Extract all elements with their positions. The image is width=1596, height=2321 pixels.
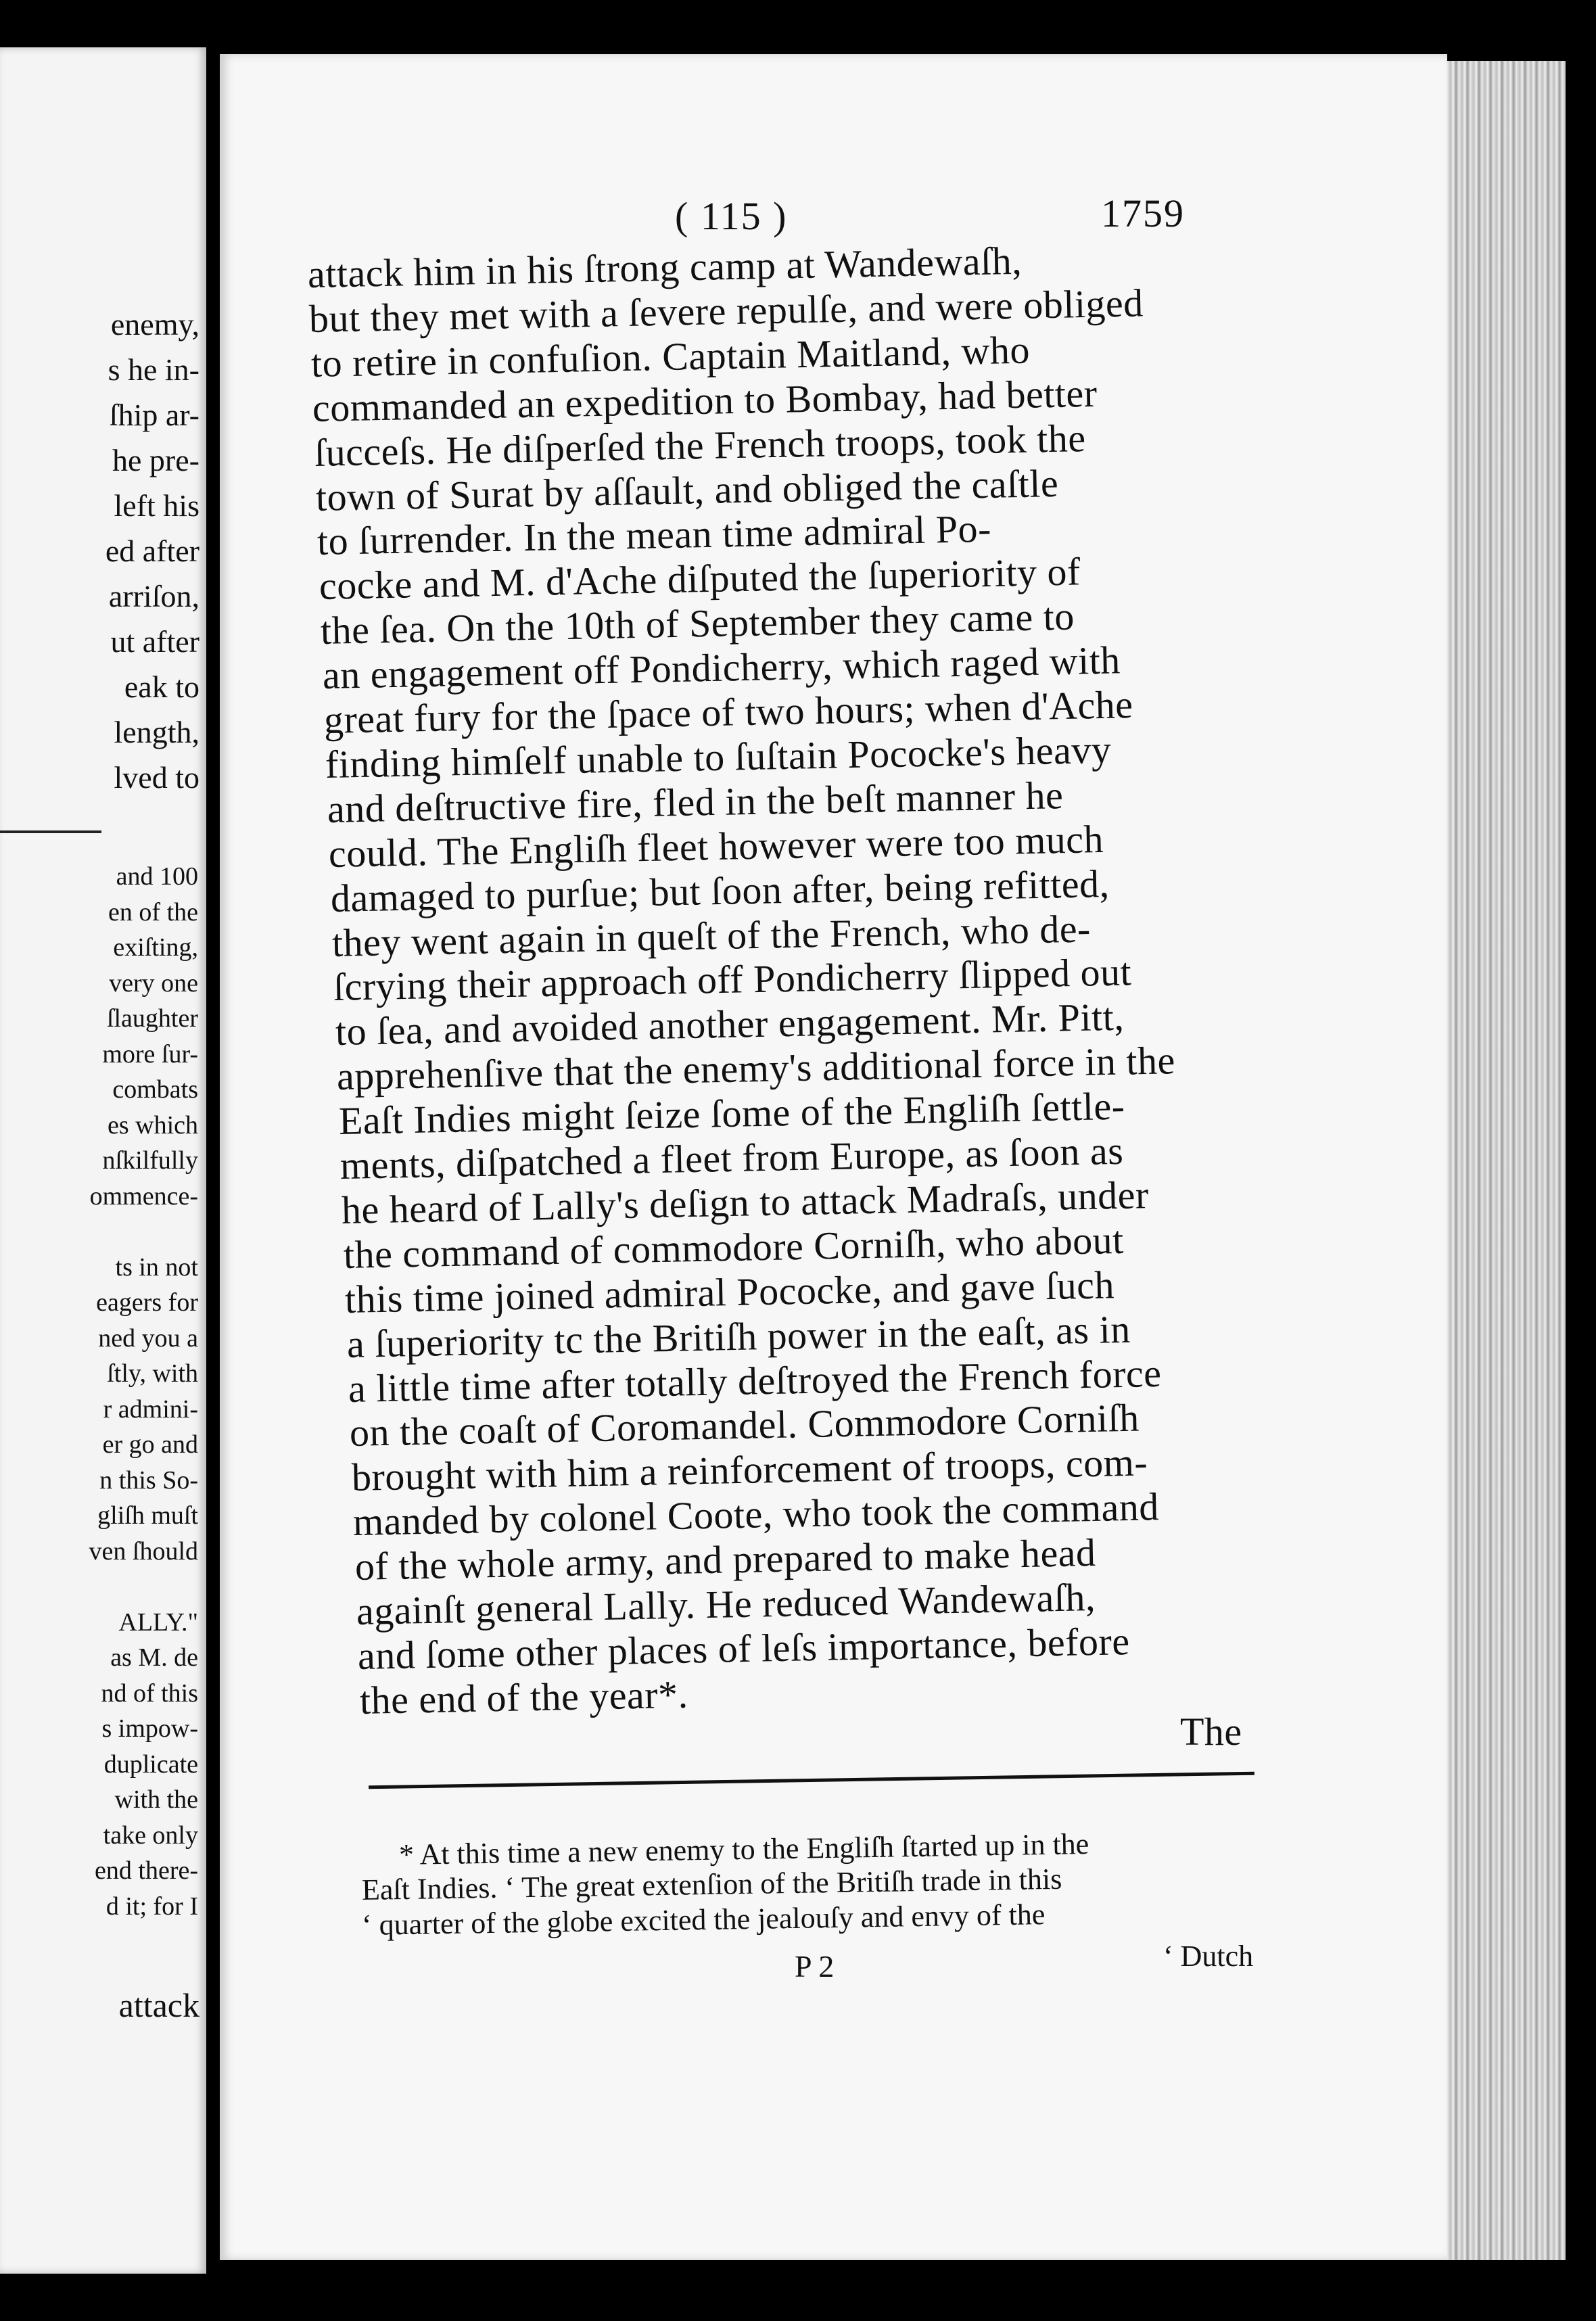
left-page-footnote-line: take only bbox=[103, 1821, 198, 1850]
left-page-footnote-line: r admini- bbox=[103, 1394, 198, 1424]
left-page-line: ſhip ar- bbox=[109, 398, 200, 432]
left-page-line: arriſon, bbox=[108, 579, 200, 613]
left-page-fragment bbox=[0, 47, 206, 2274]
body-line: ſucceſs. He diſperſed the French troops, took the bbox=[313, 415, 1086, 475]
left-page-footnote-line: ts in not bbox=[115, 1252, 198, 1282]
body-line: commanded an expedition to Bombay, had better bbox=[312, 371, 1098, 430]
left-page-footnote-line: with the bbox=[114, 1785, 198, 1814]
body-line: damaged to purſue; but ſoon after, being refitted, bbox=[329, 861, 1110, 920]
left-page-rule bbox=[0, 830, 101, 833]
body-line: attack him in his ſtrong camp at Wandewaſh, bbox=[307, 238, 1023, 296]
body-line: a ſuperiority tc the Britiſh power in the eaſt, as in bbox=[346, 1307, 1131, 1366]
body-line: ments, diſpatched a fleet from Europe, as ſoon as bbox=[339, 1128, 1124, 1188]
left-page-footnote-line: es which bbox=[107, 1110, 198, 1140]
left-page-footnote-line: ven ſhould bbox=[89, 1537, 198, 1566]
body-line: the ſea. On the 10th of September they came to bbox=[320, 594, 1075, 653]
left-page-catchword: attack bbox=[118, 1986, 200, 2024]
body-line: finding himſelf unable to ſuſtain Pococke's heavy bbox=[325, 727, 1112, 787]
left-page-footnote-line: ſtly, with bbox=[107, 1359, 198, 1388]
body-line: to ſea, and avoided another engagement. Mr. Pitt, bbox=[335, 994, 1125, 1054]
footnote-line: Eaſt Indies. ‘ The great extenſion of the Britiſh trade in this bbox=[361, 1862, 1062, 1906]
left-page-footnote-line: combats bbox=[112, 1075, 198, 1104]
page-year: 1759 bbox=[1101, 191, 1185, 235]
footnote-line: * At this time a new enemy to the Engliſh ſtarted up in the bbox=[398, 1827, 1089, 1871]
body-line: of the whole army, and prepared to make head bbox=[354, 1530, 1096, 1589]
left-page-footnote-line: er go and bbox=[102, 1430, 198, 1459]
left-page-footnote-line: s impow- bbox=[101, 1714, 198, 1743]
footnote-catchword: ‘ Dutch bbox=[1163, 1940, 1254, 1973]
left-page-footnote-line: d it; for I bbox=[105, 1892, 198, 1921]
left-page-footnote-line: end there- bbox=[95, 1856, 198, 1885]
left-page-footnote-line: more ſur- bbox=[102, 1039, 198, 1069]
body-line: an engagement off Pondicherry, which raged with bbox=[321, 638, 1121, 698]
body-line: on the coaſt of Coromandel. Commodore Corniſh bbox=[349, 1395, 1140, 1455]
left-page-line: length, bbox=[114, 715, 200, 749]
left-page-footnote-line: exiſting, bbox=[113, 933, 198, 962]
left-page-line: ut after bbox=[110, 624, 200, 659]
body-line: the command of commodore Corniſh, who about bbox=[343, 1217, 1125, 1277]
left-page-line: left his bbox=[114, 488, 200, 523]
left-page-line: he pre- bbox=[112, 443, 200, 477]
body-line: a little time after totally deſtroyed the French force bbox=[348, 1351, 1163, 1411]
left-page-footnote-line: as M. de bbox=[110, 1643, 198, 1672]
body-line: to ſurrender. In the mean time admiral Po- bbox=[316, 507, 992, 564]
left-page-footnote-line: ALLY." bbox=[118, 1608, 198, 1637]
body-line: manded by colonel Coote, who took the command bbox=[352, 1484, 1160, 1545]
left-page-line: eak to bbox=[124, 670, 200, 704]
footnote-line: ‘ quarter of the globe excited the jealouſy and envy of the bbox=[361, 1898, 1046, 1942]
left-page-line: ed after bbox=[105, 534, 200, 568]
body-line: great fury for the ſpace of two hours; when d'Ache bbox=[323, 682, 1134, 742]
left-page-line: enemy, bbox=[110, 307, 200, 342]
body-line: the end of the year*. bbox=[359, 1672, 688, 1722]
left-page-line: s he in- bbox=[108, 352, 200, 387]
left-page-footnote-line: duplicate bbox=[103, 1750, 198, 1779]
body-line: Eaſt Indies might ſeize ſome of the Engliſh ſettle- bbox=[337, 1083, 1125, 1144]
left-page-footnote-line: ommence- bbox=[89, 1181, 198, 1211]
left-page-footnote-line: ned you a bbox=[98, 1323, 198, 1353]
body-line: they went again in queſt of the French, who de- bbox=[331, 906, 1092, 965]
body-line: town of Surat by aſſault, and obliged the caſtle bbox=[315, 461, 1059, 519]
left-page-footnote-line: very one bbox=[109, 968, 198, 998]
body-line: but they met with a ſevere repulſe, and were obliged bbox=[308, 281, 1144, 341]
body-line: to retire in confuſion. Captain Maitland, who bbox=[310, 327, 1031, 385]
left-page-footnote-line: and 100 bbox=[116, 862, 198, 891]
signature-mark: P 2 bbox=[795, 1949, 835, 1984]
page-number: ( 115 ) bbox=[675, 194, 788, 238]
body-line: ſcrying their approach off Pondicherry ſlipped out bbox=[333, 950, 1133, 1010]
left-page-line: lved to bbox=[114, 760, 200, 795]
left-page-footnote-line: nd of this bbox=[101, 1679, 198, 1708]
page-edges bbox=[1447, 61, 1566, 2260]
body-line: could. The Engliſh fleet however were too much bbox=[328, 816, 1104, 876]
body-line: cocke and M. d'Ache diſputed the ſuperiority of bbox=[319, 549, 1081, 609]
left-page-footnote-line: en of the bbox=[108, 897, 198, 927]
left-page-footnote-line: n this So- bbox=[99, 1466, 198, 1495]
left-page-footnote-line: nſkilfully bbox=[102, 1146, 198, 1175]
left-page-footnote-line: ſlaughter bbox=[106, 1004, 198, 1033]
body-line: and deſtructive fire, fled in the beſt manner he bbox=[327, 772, 1064, 831]
left-page-footnote-line: gliſh muſt bbox=[97, 1501, 198, 1530]
body-line: againſt general Lally. He reduced Wandewaſh, bbox=[356, 1575, 1096, 1633]
body-line: apprehenſive that the enemy's additional force in the bbox=[336, 1038, 1176, 1099]
body-line: he heard of Lally's deſign to attack Madraſs, under bbox=[341, 1172, 1150, 1232]
body-line: this time joined admiral Pococke, and gave ſuch bbox=[344, 1262, 1115, 1321]
left-page-footnote-line: eagers for bbox=[96, 1288, 198, 1317]
body-line: and ſome other places of leſs importance, before bbox=[357, 1618, 1131, 1678]
catchword: The bbox=[1180, 1710, 1242, 1754]
body-line: brought with him a reinforcement of troops, com- bbox=[351, 1440, 1148, 1500]
